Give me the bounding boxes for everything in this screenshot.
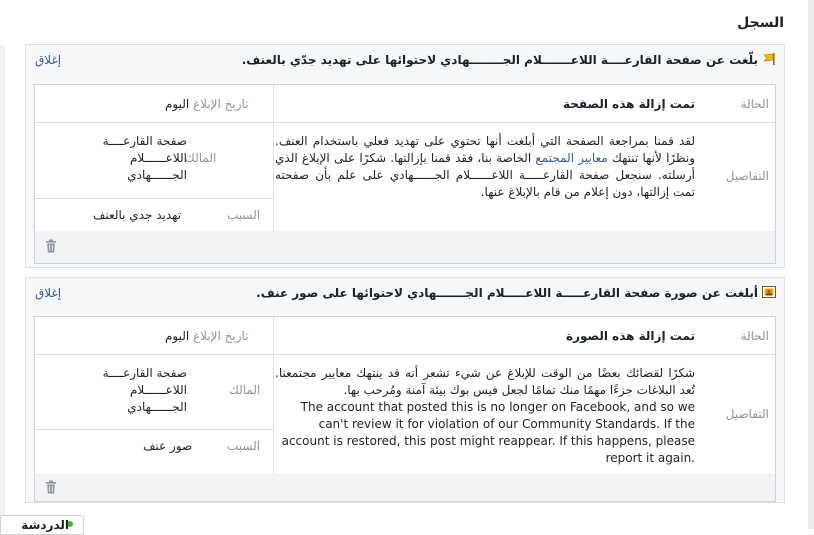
row-divider — [35, 429, 273, 430]
reason-label: السبب — [227, 439, 261, 453]
status-label: الحالة — [740, 329, 769, 343]
report-date-label: تاريخ الإبلاغ — [193, 97, 249, 111]
report-header — [26, 45, 784, 76]
report-footer — [34, 231, 776, 264]
report-date-label: تاريخ الإبلاغ — [193, 329, 249, 343]
details-text-english: The account that posted this is no longer on Facebook, and so we can't review it for violation of our Community Standards. If the account is restored, this post might reappear. If this happens, please report it again. — [281, 400, 695, 465]
details-label: التفاصيل — [725, 407, 769, 421]
reason-label: السبب — [227, 208, 261, 222]
photo-report-icon — [762, 285, 776, 299]
row-divider — [35, 354, 775, 355]
chat-tab[interactable] — [0, 515, 84, 535]
report-date-value: اليوم — [165, 97, 190, 111]
owner-label: المالك — [185, 151, 217, 165]
page-title: السجل — [737, 15, 784, 31]
column-divider — [273, 317, 274, 474]
row-divider — [35, 198, 273, 199]
report-date-value: اليوم — [165, 329, 190, 343]
left-edge — [0, 45, 5, 529]
details-text-arabic: شكرًا لقضائك بعضًا من الوقت للإبلاغ عن شيء تشعر أنه قد ينتهك معايير مجتمعنا. تُعد البلاغات جزءًا مهمًا منك تمامًا لجعل فيس بوك بيئة آمنة ومُرحب بها. — [275, 366, 695, 397]
flag-icon — [762, 52, 776, 66]
details-text-part: الخاصة بنا، فقد قمنا بإزالتها. شكرًا على الإبلاغ الذي أرسلته. سنجعل صفحة القارعـــــة اللاعــــــلام الجــــــهادي على علم بأن صفحته تمت إزالتها، دون إعلام من قام بالإبلاغ عنها. — [275, 151, 695, 199]
row-divider — [35, 122, 775, 123]
report-title: بلّغت عن صفحة القارعــــة اللاعـــــــلام الجــــــــهادي لاحتوائها على تهديد جدّي بالعنف. — [241, 53, 758, 67]
report-table — [34, 84, 776, 233]
reason-value: تهديد جدي بالعنف — [93, 208, 182, 222]
details-text-part: لقد قمنا بمراجعة الصفحة التي أبلغت أنها تحتوي على تهديد فعلي باستخدام العنف. ونظرًا لأنها تنتهك — [275, 134, 696, 165]
owner-value: صفحة القارعــــة اللاعــــــلام الجــــــهادي — [102, 134, 187, 182]
trash-icon[interactable] — [45, 480, 57, 494]
column-divider — [273, 85, 274, 232]
trash-icon[interactable] — [45, 239, 57, 253]
report-title: أبلغت عن صورة صفحة القارعـــــة اللاعـــــلام الجـــــــهادي لاحتوائها على صور عنف. — [256, 286, 758, 300]
close-link[interactable]: إغلاق — [35, 53, 62, 67]
report-header — [26, 278, 784, 309]
owner-label: المالك — [229, 383, 261, 397]
page-scrollbar[interactable] — [808, 0, 814, 529]
report-footer — [34, 474, 776, 502]
community-standards-link[interactable]: معايير المجتمع — [535, 151, 608, 165]
details-text — [275, 365, 695, 467]
report-card — [25, 44, 785, 268]
status-value: تمت إزالة هذه الصورة — [566, 329, 695, 343]
close-link[interactable]: إغلاق — [35, 286, 62, 300]
chat-tab-label: الدردشة — [21, 518, 69, 532]
owner-value: صفحة القارعــــة اللاعــــــلام الجــــــهادي — [102, 366, 187, 414]
report-card — [25, 277, 785, 503]
reason-value: صور عنف — [143, 439, 193, 453]
status-value: تمت إزالة هذه الصفحة — [562, 97, 695, 111]
details-text — [275, 133, 695, 201]
details-label: التفاصيل — [725, 169, 769, 183]
report-table — [34, 316, 776, 475]
status-label: الحالة — [740, 97, 769, 111]
